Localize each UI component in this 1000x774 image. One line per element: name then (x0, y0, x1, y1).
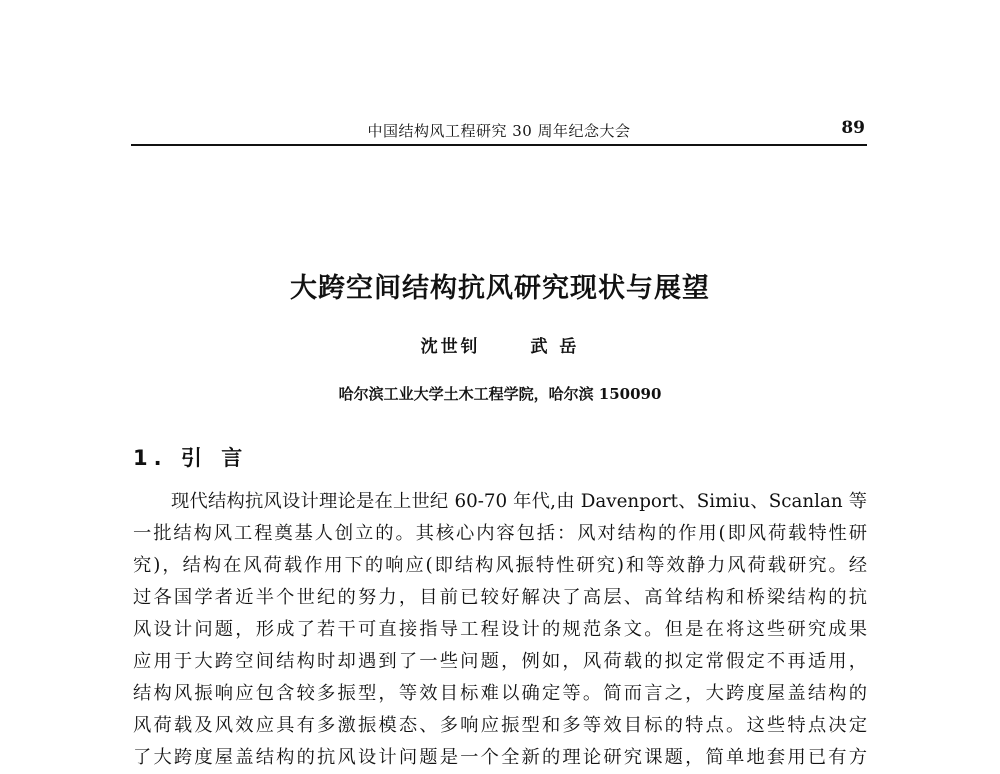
body-paragraph (133, 486, 867, 774)
author-name: 沈世钊 (420, 337, 481, 357)
running-header (131, 118, 867, 146)
paper-title: 大跨空间结构抗风研究现状与展望 (290, 273, 710, 304)
page-number: 89 (841, 118, 865, 138)
text-line: 结构风振响应包含较多振型，等效目标难以确定等。简而言之，大跨度屋盖结构的 (133, 683, 867, 704)
author-list (0, 332, 1000, 357)
header-rule (131, 144, 867, 146)
text-line: 应用于大跨空间结构时却遇到了一些问题，例如，风荷载的拟定常假定不再适用， (133, 651, 867, 672)
text-line: 过各国学者近半个世纪的努力，目前已较好解决了高层、高耸结构和桥梁结构的抗 (133, 587, 867, 608)
text-line: 现代结构抗风设计理论是在上世纪 60-70 年代,由 Davenport、Simiu、Scanlan 等 (171, 491, 867, 512)
author-name: 武 岳 (530, 337, 580, 357)
text-line: 了大跨度屋盖结构的抗风设计问题是一个全新的理论研究课题，简单地套用已有方 (133, 747, 867, 768)
conference-name: 中国结构风工程研究 30 周年纪念大会 (367, 122, 631, 140)
affiliation: 哈尔滨工业大学土木工程学院，哈尔滨 150090 (338, 385, 662, 403)
text-line: 风荷载及风效应具有多激振模态、多响应振型和多等效目标的特点。这些特点决定 (133, 715, 867, 736)
text-line: 一批结构风工程奠基人创立的。其核心内容包括：风对结构的作用(即风荷载特性研 (133, 523, 867, 544)
section-heading: 1. 引 言 (133, 446, 249, 470)
text-line: 究)，结构在风荷载作用下的响应(即结构风振特性研究)和等效静力风荷载研究。经 (133, 555, 867, 576)
text-line: 风设计问题，形成了若干可直接指导工程设计的规范条文。但是在将这些研究成果 (133, 619, 867, 640)
